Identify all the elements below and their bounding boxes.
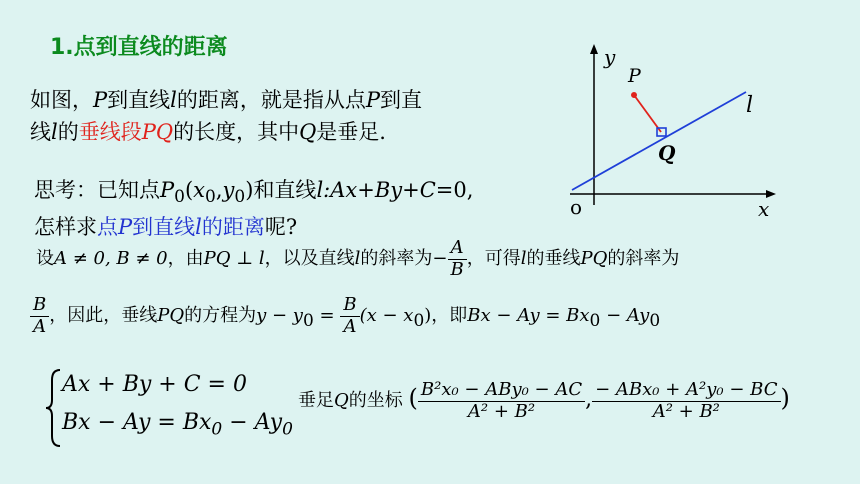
- geometry-figure: [560, 40, 790, 230]
- intro-line-2: 线l的垂线段PQ的长度，其中Q是垂足.: [30, 120, 386, 144]
- slope-fraction: $\frac{A}{B}$: [447, 238, 466, 280]
- system-equation-2: $Bx - Ay = Bx_0 - Ay_0$: [62, 410, 293, 440]
- x-axis-label: x: [758, 197, 770, 221]
- equation-fraction: $\frac{B}{A}$: [340, 295, 359, 337]
- system-brace: [44, 368, 64, 448]
- origin-label: o: [570, 195, 583, 219]
- think-line-1: 思考：已知点$P_0(x_0,y_0)$和直线l:Ax+By+C=0,: [34, 178, 474, 208]
- segment-pq: [634, 95, 661, 132]
- foot-coordinates: 垂足Q的坐标 ( $\frac{\text{B²x₀ − ABy₀ − AC}}{\text{A² + B²}}$ , $\frac{\text{− ABx₀ + A²y₀ − BC}}{\text{A² + B²}}$ ): [298, 379, 790, 422]
- intro-paragraph: [30, 84, 422, 148]
- derivation-line-2: $\frac{B}{A}$ ，因此，垂线PQ的方程为$y - y_0$ = $\frac{B}{A}$ $(x - x_0)$，即$Bx - Ay = Bx_0 - Ay_0$: [30, 295, 660, 337]
- think-line-2: 怎样求点P到直线l的距离呢?: [34, 215, 298, 240]
- equation-system: [62, 366, 293, 448]
- system-equation-1: Ax + By + C = 0: [62, 372, 247, 397]
- y-axis-label: y: [604, 45, 616, 69]
- foot-y-fraction: $\frac{\text{− ABx₀ + A²y₀ − BC}}{\text{A² + B²}}$: [592, 380, 780, 422]
- point-p: [631, 92, 637, 98]
- point-p-label: P: [628, 65, 641, 87]
- foot-x-fraction: $\frac{\text{B²x₀ − ABy₀ − AC}}{\text{A² + B²}}$: [418, 380, 585, 422]
- section-title: 1.点到直线的距离: [50, 35, 228, 60]
- question-term: 点P到直线l的距离: [97, 215, 265, 240]
- derivation-line-1: 设A ≠ 0, B ≠ 0，由PQ ⊥ l，以及直线l的斜率为− $\frac{A}{B}$ ，可得l的垂线PQ的斜率为: [36, 237, 680, 280]
- line-l-label: l: [746, 93, 754, 118]
- perp-slope-fraction: $\frac{B}{A}$: [30, 295, 49, 337]
- point-q-label: Q: [658, 141, 676, 165]
- perpendicular-segment-term: 垂线段: [78, 120, 142, 144]
- y-axis-arrow: [590, 44, 598, 54]
- intro-line-1: 如图，P到直线l的距离，就是指从点P到直: [30, 88, 422, 112]
- think-paragraph: [34, 175, 473, 242]
